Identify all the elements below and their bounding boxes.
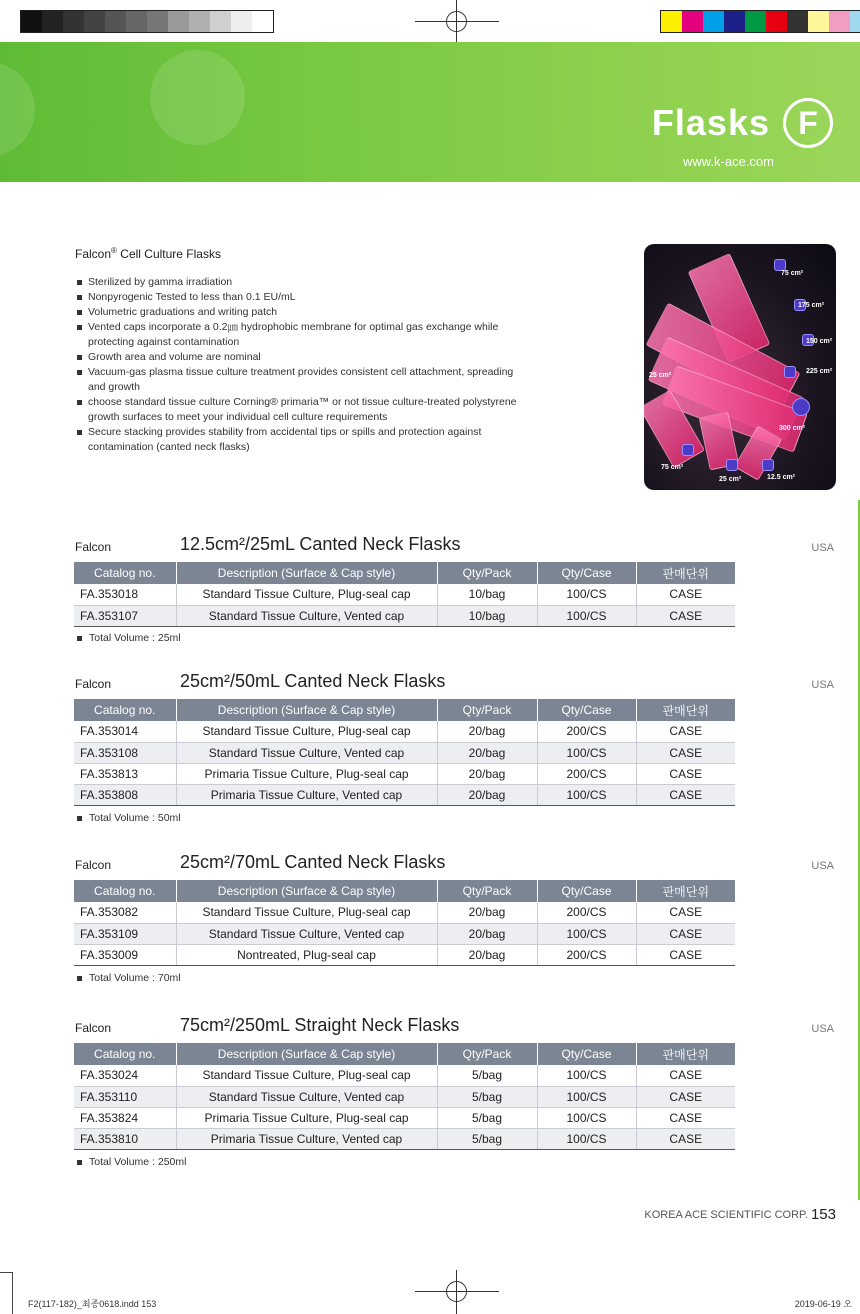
flask-cap [792, 398, 810, 416]
description-cell: Primaria Tissue Culture, Vented cap [176, 1128, 437, 1149]
qty-case-cell: 100/CS [537, 584, 636, 605]
qty-case-cell: 100/CS [537, 1086, 636, 1107]
registered-mark: ® [111, 246, 117, 255]
qty-pack-cell: 10/bag [437, 605, 537, 626]
color-swatch [724, 11, 745, 32]
qty-case-cell: 100/CS [537, 1107, 636, 1128]
feature-item: Volumetric graduations and writing patch [75, 305, 530, 320]
column-header: Qty/Pack [437, 562, 537, 584]
print-slug-file: F2(117-182)_최종0618.indd 153 [28, 1299, 157, 1309]
description-cell: Standard Tissue Culture, Vented cap [176, 1086, 437, 1107]
column-header: Qty/Case [537, 699, 636, 721]
qty-case-cell: 100/CS [537, 605, 636, 626]
column-header: 판매단위 [636, 562, 735, 584]
registration-mark-top [415, 0, 499, 44]
column-header: 판매단위 [636, 1043, 735, 1065]
qty-pack-cell: 5/bag [437, 1086, 537, 1107]
description-cell: Standard Tissue Culture, Plug-seal cap [176, 1065, 437, 1086]
country-of-origin: USA [811, 679, 834, 691]
color-swatch [787, 11, 808, 32]
table-row [74, 902, 735, 923]
qty-case-cell: 100/CS [537, 1128, 636, 1149]
sales-unit-cell: CASE [636, 923, 735, 944]
company-name: KOREA ACE SCIENTIFIC CORP. [644, 1209, 808, 1221]
column-header: Qty/Case [537, 880, 636, 902]
qty-pack-cell: 20/bag [437, 784, 537, 805]
column-header: Qty/Case [537, 1043, 636, 1065]
sales-unit-cell: CASE [636, 1065, 735, 1086]
product-table [74, 562, 735, 627]
grayscale-swatch [168, 11, 189, 32]
flask-size-label: 25 cm² [719, 476, 742, 483]
catalog-number-cell: FA.353808 [74, 784, 176, 805]
sales-unit-cell: CASE [636, 1107, 735, 1128]
feature-list [75, 275, 530, 455]
table-row [74, 1107, 735, 1128]
header-banner [0, 42, 860, 182]
sales-unit-cell: CASE [636, 784, 735, 805]
table-row [74, 605, 735, 626]
product-table [74, 880, 735, 966]
catalog-number-cell: FA.353107 [74, 605, 176, 626]
crop-mark [0, 1272, 12, 1273]
section-heading: 75cm²/250mL Straight Neck Flasks [180, 1015, 460, 1035]
product-family-title [75, 246, 221, 261]
catalog-number-cell: FA.353810 [74, 1128, 176, 1149]
description-cell: Standard Tissue Culture, Vented cap [176, 742, 437, 763]
page-number: 153 [810, 1206, 836, 1223]
column-header: Description (Surface & Cap style) [176, 880, 437, 902]
column-header: 판매단위 [636, 699, 735, 721]
column-header: Qty/Case [537, 562, 636, 584]
qty-case-cell: 100/CS [537, 742, 636, 763]
grayscale-swatch [63, 11, 84, 32]
color-swatch [829, 11, 850, 32]
total-volume-note: Total Volume : 50ml [77, 812, 181, 824]
table-row [74, 742, 735, 763]
qty-pack-cell: 20/bag [437, 742, 537, 763]
flask-cap [762, 459, 774, 471]
section-brand: Falcon [75, 677, 112, 691]
catalog-number-cell: FA.353009 [74, 944, 176, 965]
flask-cap [682, 444, 694, 456]
column-header: Catalog no. [74, 699, 176, 721]
qty-case-cell: 200/CS [537, 944, 636, 965]
registration-mark-bottom [415, 1270, 499, 1314]
total-volume-note: Total Volume : 25ml [77, 632, 181, 644]
qty-case-cell: 100/CS [537, 923, 636, 944]
qty-pack-cell: 20/bag [437, 721, 537, 742]
sales-unit-cell: CASE [636, 742, 735, 763]
grayscale-swatch [231, 11, 252, 32]
table-row [74, 923, 735, 944]
catalog-number-cell: FA.353014 [74, 721, 176, 742]
catalog-number-cell: FA.353018 [74, 584, 176, 605]
table-row [74, 784, 735, 805]
qty-pack-cell: 20/bag [437, 923, 537, 944]
description-cell: Standard Tissue Culture, Vented cap [176, 923, 437, 944]
flask-size-label: 225 cm² [806, 368, 833, 375]
section-brand: Falcon [75, 1021, 112, 1035]
product-table [74, 1043, 735, 1150]
qty-pack-cell: 10/bag [437, 584, 537, 605]
feature-item: Nonpyrogenic Tested to less than 0.1 EU/mL [75, 290, 530, 305]
table-header-row [74, 1043, 735, 1065]
flask-size-label: 25 cm² [649, 372, 672, 379]
column-header: Description (Surface & Cap style) [176, 562, 437, 584]
qty-case-cell: 200/CS [537, 763, 636, 784]
qty-pack-cell: 20/bag [437, 902, 537, 923]
catalog-number-cell: FA.353109 [74, 923, 176, 944]
description-cell: Primaria Tissue Culture, Vented cap [176, 784, 437, 805]
qty-case-cell: 100/CS [537, 784, 636, 805]
catalog-number-cell: FA.353108 [74, 742, 176, 763]
flask-size-label: 300 cm² [779, 425, 806, 432]
sales-unit-cell: CASE [636, 1086, 735, 1107]
section-brand: Falcon [75, 858, 112, 872]
catalog-number-cell: FA.353824 [74, 1107, 176, 1128]
grayscale-swatch [42, 11, 63, 32]
qty-case-cell: 200/CS [537, 902, 636, 923]
description-cell: Standard Tissue Culture, Vented cap [176, 605, 437, 626]
section-title: Flasks [651, 102, 770, 143]
color-swatch [808, 11, 829, 32]
country-of-origin: USA [811, 860, 834, 872]
section-brand: Falcon [75, 540, 112, 554]
product-family-name: Cell Culture Flasks [116, 247, 221, 261]
grayscale-swatch [84, 11, 105, 32]
grayscale-swatch [126, 11, 147, 32]
column-header: 판매단위 [636, 880, 735, 902]
column-header: Catalog no. [74, 562, 176, 584]
sales-unit-cell: CASE [636, 944, 735, 965]
column-header: Qty/Pack [437, 699, 537, 721]
flask-cap [784, 366, 796, 378]
feature-item: Vented caps incorporate a 0.2㎛ hydrophobic membrane for optimal gas exchange while protecting against contamination [75, 320, 530, 350]
qty-pack-cell: 20/bag [437, 944, 537, 965]
flask-size-label: 75 cm² [781, 270, 804, 277]
color-swatch [850, 11, 860, 32]
column-header: Catalog no. [74, 1043, 176, 1065]
country-of-origin: USA [811, 1023, 834, 1035]
color-calibration-bar [660, 10, 860, 33]
flask-size-label: 12.5 cm² [767, 474, 796, 481]
grayscale-swatch [21, 11, 42, 32]
table-row [74, 1065, 735, 1086]
catalog-number-cell: FA.353082 [74, 902, 176, 923]
qty-pack-cell: 5/bag [437, 1107, 537, 1128]
description-cell: Standard Tissue Culture, Plug-seal cap [176, 721, 437, 742]
flask-cap [726, 459, 738, 471]
column-header: Catalog no. [74, 880, 176, 902]
sales-unit-cell: CASE [636, 902, 735, 923]
grayscale-swatch [105, 11, 126, 32]
qty-case-cell: 100/CS [537, 1065, 636, 1086]
description-cell: Primaria Tissue Culture, Plug-seal cap [176, 1107, 437, 1128]
table-row [74, 763, 735, 784]
table-row [74, 1128, 735, 1149]
flask-size-label: 150 cm² [806, 338, 833, 345]
total-volume-note: Total Volume : 250ml [77, 1156, 186, 1168]
table-row [74, 721, 735, 742]
sales-unit-cell: CASE [636, 1128, 735, 1149]
grayscale-swatch [189, 11, 210, 32]
color-swatch [766, 11, 787, 32]
table-row [74, 944, 735, 965]
feature-item: choose standard tissue culture Corning® primaria™ or not tissue culture-treated polystyrene growth surfaces to meet your individual cell culture requirements [75, 395, 530, 425]
flask-size-label: 175 cm² [798, 302, 825, 309]
table-header-row [74, 562, 735, 584]
country-of-origin: USA [811, 542, 834, 554]
description-cell: Nontreated, Plug-seal cap [176, 944, 437, 965]
column-header: Description (Surface & Cap style) [176, 699, 437, 721]
section-letter-badge: F [783, 98, 833, 148]
feature-item: Growth area and volume are nominal [75, 350, 530, 365]
color-swatch [703, 11, 724, 32]
sales-unit-cell: CASE [636, 605, 735, 626]
crop-mark [12, 1272, 13, 1314]
product-table [74, 699, 735, 806]
table-row [74, 584, 735, 605]
color-swatch [745, 11, 766, 32]
brand-name: Falcon [75, 247, 112, 261]
color-swatch [661, 11, 682, 32]
total-volume-note: Total Volume : 70ml [77, 972, 181, 984]
description-cell: Standard Tissue Culture, Plug-seal cap [176, 584, 437, 605]
feature-item: Vacuum-gas plasma tissue culture treatment provides consistent cell attachment, spreading and growth [75, 365, 530, 395]
grayscale-swatch [147, 11, 168, 32]
feature-item: Sterilized by gamma irradiation [75, 275, 530, 290]
decor-bubble [0, 62, 35, 157]
section-heading: 12.5cm²/25mL Canted Neck Flasks [180, 534, 461, 554]
column-header: Qty/Pack [437, 1043, 537, 1065]
catalog-number-cell: FA.353110 [74, 1086, 176, 1107]
section-heading: 25cm²/70mL Canted Neck Flasks [180, 852, 446, 872]
catalog-number-cell: FA.353813 [74, 763, 176, 784]
catalog-number-cell: FA.353024 [74, 1065, 176, 1086]
sales-unit-cell: CASE [636, 584, 735, 605]
feature-item: Secure stacking provides stability from accidental tips or spills and protection against contamination (canted neck flasks) [75, 425, 530, 455]
table-header-row [74, 880, 735, 902]
grayscale-swatch [210, 11, 231, 32]
table-row [74, 1086, 735, 1107]
website-url[interactable]: www.k-ace.com [682, 154, 774, 169]
color-swatch [682, 11, 703, 32]
print-slug-date: 2019-06-19 오 [794, 1299, 852, 1309]
sales-unit-cell: CASE [636, 721, 735, 742]
section-heading: 25cm²/50mL Canted Neck Flasks [180, 671, 446, 691]
flask-size-label: 75 cm² [661, 464, 684, 471]
description-cell: Standard Tissue Culture, Plug-seal cap [176, 902, 437, 923]
grayscale-swatch [252, 11, 273, 32]
qty-pack-cell: 20/bag [437, 763, 537, 784]
table-header-row [74, 699, 735, 721]
description-cell: Primaria Tissue Culture, Plug-seal cap [176, 763, 437, 784]
grayscale-calibration-bar [20, 10, 274, 33]
column-header: Description (Surface & Cap style) [176, 1043, 437, 1065]
decor-bubble [150, 50, 245, 145]
qty-pack-cell: 5/bag [437, 1128, 537, 1149]
qty-case-cell: 200/CS [537, 721, 636, 742]
sales-unit-cell: CASE [636, 763, 735, 784]
qty-pack-cell: 5/bag [437, 1065, 537, 1086]
flasks-photo [644, 244, 836, 490]
column-header: Qty/Pack [437, 880, 537, 902]
